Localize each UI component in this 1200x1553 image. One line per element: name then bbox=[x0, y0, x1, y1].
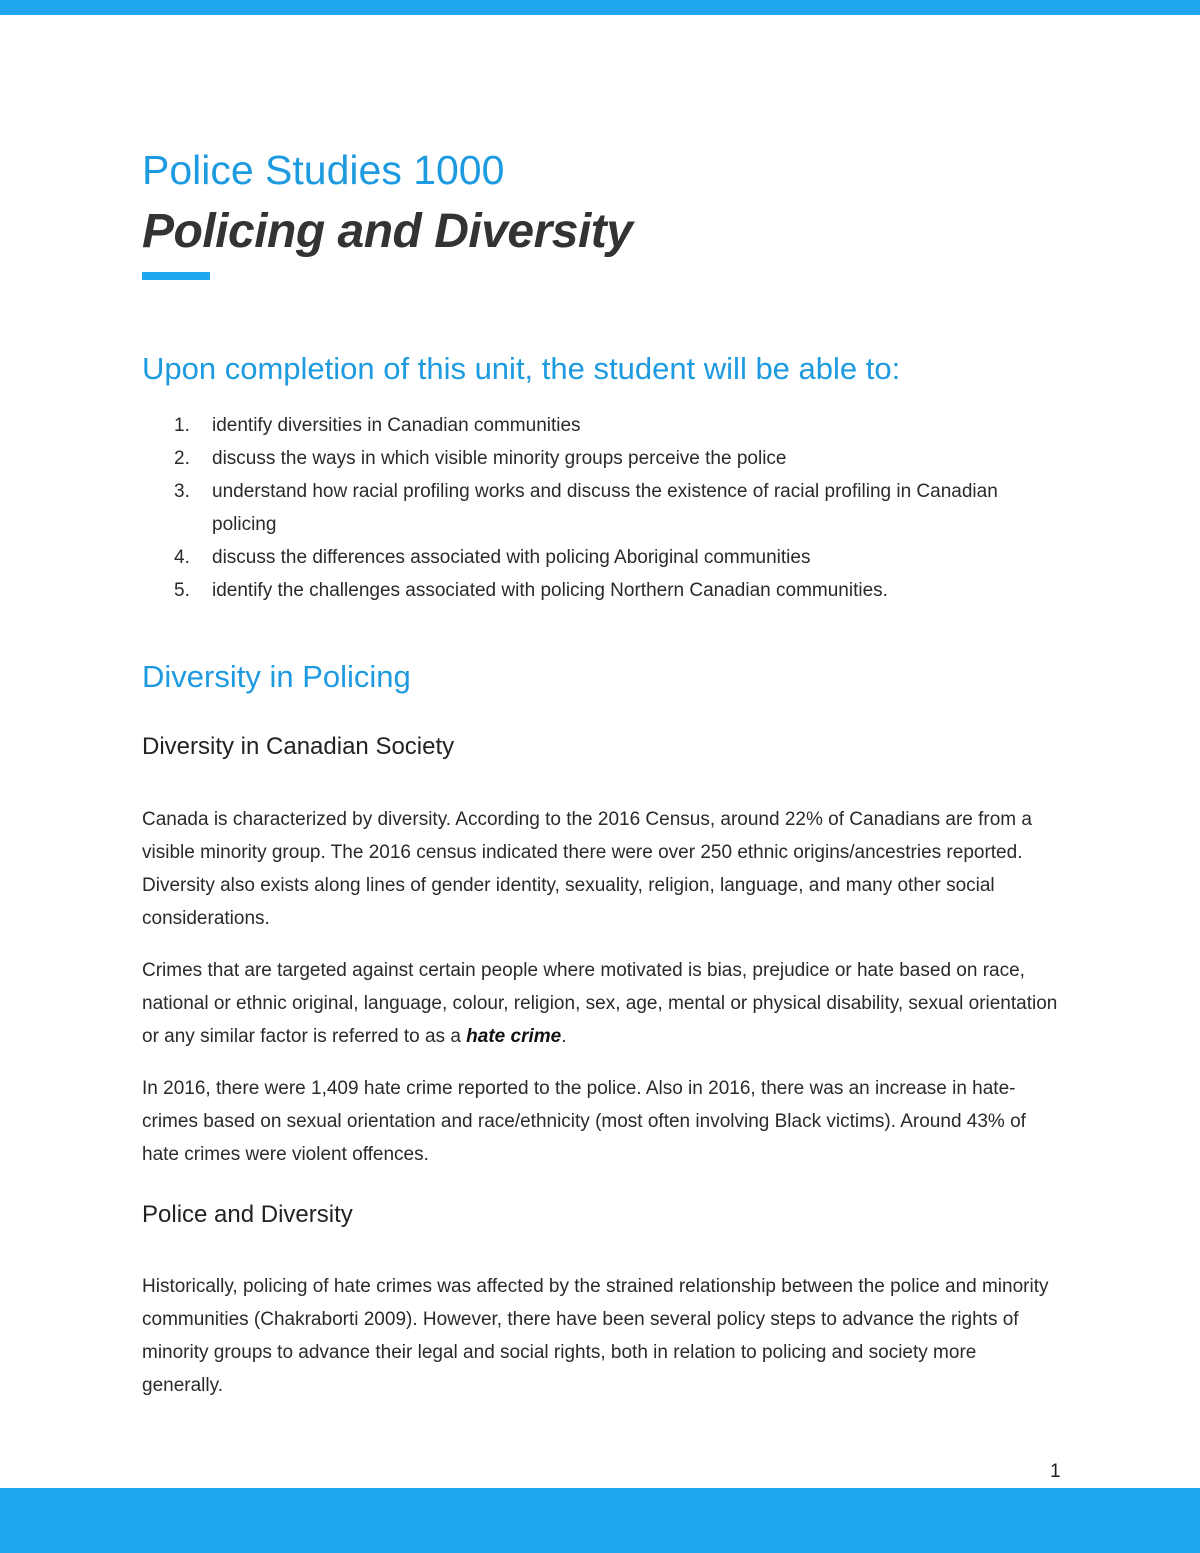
paragraph-text: Crimes that are targeted against certain people where motivated is bias, prejudice or hate based on race, national or ethnic original, language, colour, religion, sex, age, mental or physical disability, sexual orientation or any similar factor is referred to as a bbox=[142, 960, 1058, 1047]
paragraph-hate-crime-definition bbox=[142, 954, 1062, 1053]
list-item-text: identify the challenges associated with policing Northern Canadian communities. bbox=[212, 580, 888, 601]
list-item bbox=[142, 541, 1062, 574]
unit-title: Policing and Diversity bbox=[142, 205, 633, 258]
objectives-heading: Upon completion of this unit, the student will be able to: bbox=[142, 351, 901, 386]
list-item bbox=[142, 574, 1062, 607]
course-title: Police Studies 1000 bbox=[142, 147, 505, 193]
bottom-accent-bar bbox=[0, 1488, 1200, 1553]
subsection-heading-canadian-society: Diversity in Canadian Society bbox=[142, 733, 455, 760]
section-heading-diversity-in-policing: Diversity in Policing bbox=[142, 659, 411, 694]
document-body bbox=[142, 140, 1062, 1402]
paragraph-text: . bbox=[561, 1026, 567, 1047]
paragraph-census: Canada is characterized by diversity. According to the 2016 Census, around 22% of Canadians are from a visible minority group. The 2016 census indicated there were over 250 ethnic origins/ancestries reported. Diversity also exists along lines of gender identity, sexuality, religion, language, and many other social considerations. bbox=[142, 809, 1032, 929]
list-item-number: 2. bbox=[174, 448, 190, 469]
list-item-text: understand how racial profiling works and discuss the existence of racial profiling in Canadian policing bbox=[212, 481, 998, 535]
top-accent-bar bbox=[0, 0, 1200, 15]
key-term-hate-crime: hate crime bbox=[466, 1026, 562, 1047]
list-item-number: 4. bbox=[174, 547, 190, 568]
objectives-list bbox=[142, 409, 1062, 607]
list-item-text: discuss the ways in which visible minority groups perceive the police bbox=[212, 448, 787, 469]
list-item-number: 1. bbox=[174, 415, 190, 436]
title-underline bbox=[142, 272, 210, 280]
list-item bbox=[142, 475, 1062, 541]
list-item-number: 3. bbox=[174, 481, 190, 502]
list-item bbox=[142, 442, 1062, 475]
page-number: 1 bbox=[1050, 1461, 1061, 1482]
list-item-number: 5. bbox=[174, 580, 190, 601]
paragraph-hate-crime-stats: In 2016, there were 1,409 hate crime reported to the police. Also in 2016, there was an increase in hate-crimes based on sexual orientation and race/ethnicity (most often involving Black victims). Around 43% of hate crimes were violent offences. bbox=[142, 1078, 1026, 1165]
list-item-text: identify diversities in Canadian communities bbox=[212, 415, 581, 436]
list-item bbox=[142, 409, 1062, 442]
paragraph-historical-policing: Historically, policing of hate crimes was affected by the strained relationship between the police and minority communities (Chakraborti 2009). However, there have been several policy steps to advance the rights of minority groups to advance their legal and social rights, both in relation to policing and society more generally. bbox=[142, 1276, 1049, 1396]
subsection-heading-police-and-diversity: Police and Diversity bbox=[142, 1201, 353, 1228]
list-item-text: discuss the differences associated with policing Aboriginal communities bbox=[212, 547, 811, 568]
